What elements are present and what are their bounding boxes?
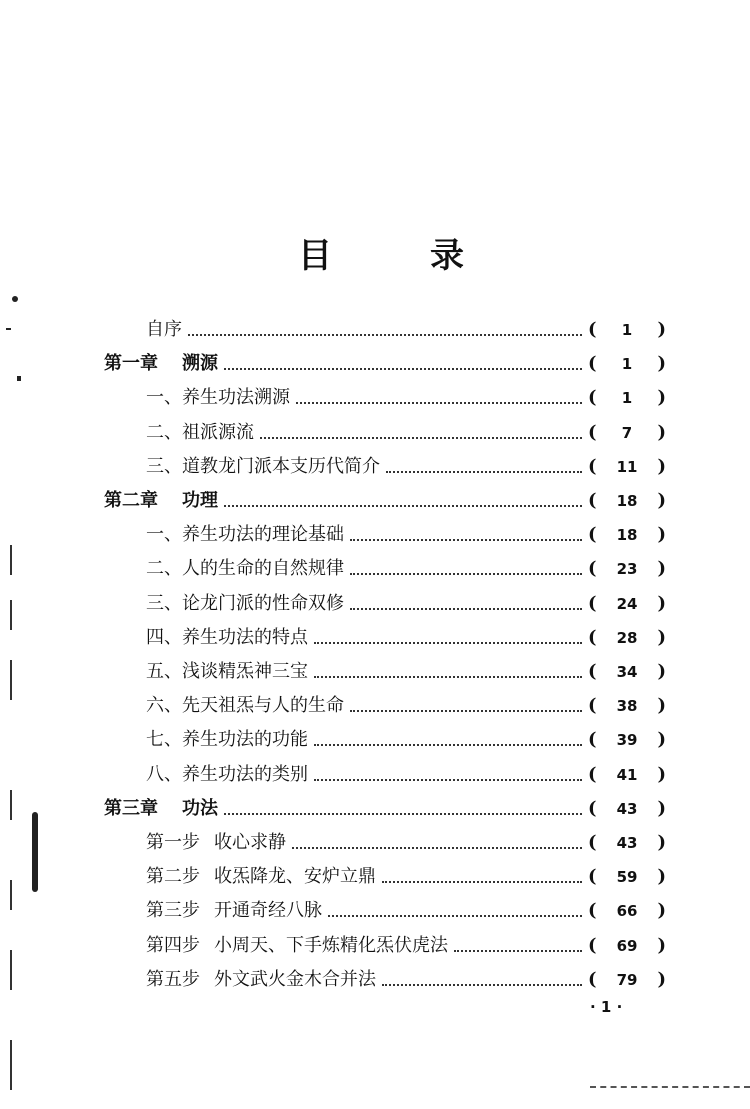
paren-close: ) [657, 387, 666, 408]
chapter-title: 功理 [182, 490, 218, 511]
page-reference [588, 419, 666, 447]
toc-entry-row [146, 863, 666, 891]
dot-leader [382, 984, 582, 986]
page-number-value: 1 [621, 355, 633, 373]
page-number-value: 41 [616, 766, 638, 784]
paren-close: ) [657, 319, 666, 340]
page-number-value: 59 [616, 868, 638, 886]
paren-close: ) [657, 593, 666, 614]
paren-open: ( [588, 456, 597, 477]
step-title: 开通奇经八脉 [214, 900, 322, 921]
paren-close: ) [657, 764, 666, 785]
toc-entry-row [146, 384, 666, 412]
step-number: 第三步 [146, 900, 200, 921]
toc-entry-row [146, 624, 666, 652]
toc-entry-row [146, 932, 666, 960]
page-number-value: 1 [621, 389, 633, 407]
toc-entry-label: 二、人的生命的自然规律 [146, 558, 344, 579]
paren-close: ) [657, 832, 666, 853]
chapter-title: 溯源 [182, 353, 218, 374]
paren-open: ( [588, 695, 597, 716]
paren-close: ) [657, 627, 666, 648]
title-char-1: 目 [298, 236, 332, 276]
scan-mark [32, 812, 38, 892]
step-number: 第四步 [146, 935, 200, 956]
scan-speck [6, 328, 11, 330]
page-number-value: 66 [616, 902, 638, 920]
dot-leader [328, 915, 582, 917]
toc-entry-label [146, 829, 286, 857]
page-reference [588, 795, 666, 823]
toc-entry-row [146, 419, 666, 447]
dot-leader [454, 950, 582, 952]
page-reference [588, 829, 666, 857]
toc-entry-label: 三、道教龙门派本支历代简介 [146, 456, 380, 477]
page-reference [588, 590, 666, 618]
paren-close: ) [657, 969, 666, 990]
page-number-value: 38 [616, 697, 638, 715]
page-number-value: 11 [616, 458, 638, 476]
dot-leader [224, 505, 582, 507]
toc-entry-row [146, 555, 666, 583]
toc-entry-label [146, 863, 376, 891]
scan-speck [17, 376, 21, 381]
page-reference [588, 350, 666, 378]
paren-close: ) [657, 935, 666, 956]
dot-leader [292, 847, 582, 849]
paren-open: ( [588, 935, 597, 956]
toc-entry-label: 自序 [146, 319, 182, 340]
page-number-value: 79 [616, 971, 638, 989]
dot-leader [350, 573, 582, 575]
paren-open: ( [588, 524, 597, 545]
paren-open: ( [588, 764, 597, 785]
dot-leader [224, 368, 582, 370]
paren-open: ( [588, 387, 597, 408]
toc-entry-label [146, 932, 448, 960]
step-number: 第五步 [146, 969, 200, 990]
toc-entry-row [146, 658, 666, 686]
step-number: 第一步 [146, 832, 200, 853]
page-reference [588, 863, 666, 891]
paren-open: ( [588, 422, 597, 443]
scan-margin-line [10, 880, 12, 910]
scan-margin-line [10, 600, 12, 630]
paren-open: ( [588, 866, 597, 887]
toc-entry-row [146, 521, 666, 549]
step-title: 小周天、下手炼精化炁伏虎法 [214, 935, 448, 956]
page-number-value: 1 [621, 321, 633, 339]
paren-open: ( [588, 661, 597, 682]
dot-leader [260, 437, 582, 439]
paren-close: ) [657, 422, 666, 443]
paren-open: ( [588, 627, 597, 648]
paren-close: ) [657, 900, 666, 921]
paren-close: ) [657, 524, 666, 545]
chapter-number: 第二章 [104, 490, 158, 511]
paren-close: ) [657, 866, 666, 887]
page-number-value: 43 [616, 834, 638, 852]
page-number-value: 28 [616, 629, 638, 647]
toc-entry-label: 八、养生功法的类别 [146, 764, 308, 785]
toc-entry-row [146, 761, 666, 789]
toc-entry-label [104, 795, 218, 823]
scan-margin-line [10, 545, 12, 575]
page-number-value: 24 [616, 595, 638, 613]
toc-chapter-row [104, 487, 666, 515]
paren-open: ( [588, 832, 597, 853]
toc-entry-row [146, 590, 666, 618]
toc-entry-label [104, 487, 218, 515]
toc-entry-label: 七、养生功法的功能 [146, 729, 308, 750]
dot-leader [382, 881, 582, 883]
paren-close: ) [657, 798, 666, 819]
toc-entry-label: 六、先天祖炁与人的生命 [146, 695, 344, 716]
step-number: 第二步 [146, 866, 200, 887]
toc-entry-row [146, 829, 666, 857]
chapter-number: 第三章 [104, 798, 158, 819]
scan-margin-line [10, 790, 12, 820]
paren-open: ( [588, 490, 597, 511]
page-reference [588, 966, 666, 994]
page-reference [588, 384, 666, 412]
toc-entry-row [146, 726, 666, 754]
scan-margin-line [10, 660, 12, 700]
page-number-value: 18 [616, 526, 638, 544]
toc-entry-label: 一、养生功法溯源 [146, 387, 290, 408]
scan-bottom-line [590, 1086, 750, 1088]
page-number-value: 69 [616, 937, 638, 955]
paren-open: ( [588, 353, 597, 374]
toc-entry-row [146, 316, 666, 344]
dot-leader [314, 676, 582, 678]
paren-close: ) [657, 695, 666, 716]
toc-entry-row [146, 692, 666, 720]
chapter-number: 第一章 [104, 353, 158, 374]
paren-open: ( [588, 969, 597, 990]
page-reference [588, 932, 666, 960]
page-reference [588, 761, 666, 789]
dot-leader [296, 402, 582, 404]
toc-chapter-row [104, 350, 666, 378]
toc-entry-label: 三、论龙门派的性命双修 [146, 593, 344, 614]
page-reference [588, 897, 666, 925]
page-number-value: 18 [616, 492, 638, 510]
paren-open: ( [588, 900, 597, 921]
dot-leader [350, 539, 582, 541]
page-reference [588, 726, 666, 754]
dot-leader [188, 334, 582, 336]
page-number-value: 23 [616, 560, 638, 578]
toc-entry-label [146, 966, 376, 994]
toc-entry-row [146, 897, 666, 925]
scan-speck [12, 296, 18, 302]
paren-open: ( [588, 729, 597, 750]
title-char-2: 录 [430, 236, 464, 276]
paren-close: ) [657, 558, 666, 579]
scan-margin-line [10, 1040, 12, 1090]
step-title: 收心求静 [214, 832, 286, 853]
dot-leader [314, 642, 582, 644]
toc-chapter-row [104, 795, 666, 823]
chapter-title: 功法 [182, 798, 218, 819]
page-reference [588, 453, 666, 481]
page-reference [588, 692, 666, 720]
paren-close: ) [657, 661, 666, 682]
paren-close: ) [657, 456, 666, 477]
page-number-value: 34 [616, 663, 638, 681]
paren-open: ( [588, 593, 597, 614]
toc-entry-row [146, 453, 666, 481]
dot-leader [350, 608, 582, 610]
page-number-value: 7 [621, 424, 633, 442]
page-reference [588, 521, 666, 549]
page-number-value: 43 [616, 800, 638, 818]
paren-close: ) [657, 353, 666, 374]
step-title: 外文武火金木合并法 [214, 969, 376, 990]
dot-leader [314, 744, 582, 746]
toc-entry-label [146, 897, 322, 925]
page-number: · 1 · [590, 998, 623, 1016]
step-title: 收炁降龙、安炉立鼎 [214, 866, 376, 887]
toc-entry-label: 五、浅谈精炁神三宝 [146, 661, 308, 682]
page-reference [588, 555, 666, 583]
paren-close: ) [657, 729, 666, 750]
dot-leader [350, 710, 582, 712]
scan-margin-line [10, 950, 12, 990]
page-reference [588, 658, 666, 686]
dot-leader [224, 813, 582, 815]
dot-leader [314, 779, 582, 781]
dot-leader [386, 471, 582, 473]
toc-entry-label [104, 350, 218, 378]
toc-entry-row [146, 966, 666, 994]
toc-entry-label: 二、祖派源流 [146, 422, 254, 443]
toc-entry-label: 四、养生功法的特点 [146, 627, 308, 648]
paren-open: ( [588, 798, 597, 819]
page-reference [588, 316, 666, 344]
paren-close: ) [657, 490, 666, 511]
paren-open: ( [588, 558, 597, 579]
page-reference [588, 624, 666, 652]
paren-open: ( [588, 319, 597, 340]
page-number-value: 39 [616, 731, 638, 749]
toc-entry-label: 一、养生功法的理论基础 [146, 524, 344, 545]
page-reference [588, 487, 666, 515]
